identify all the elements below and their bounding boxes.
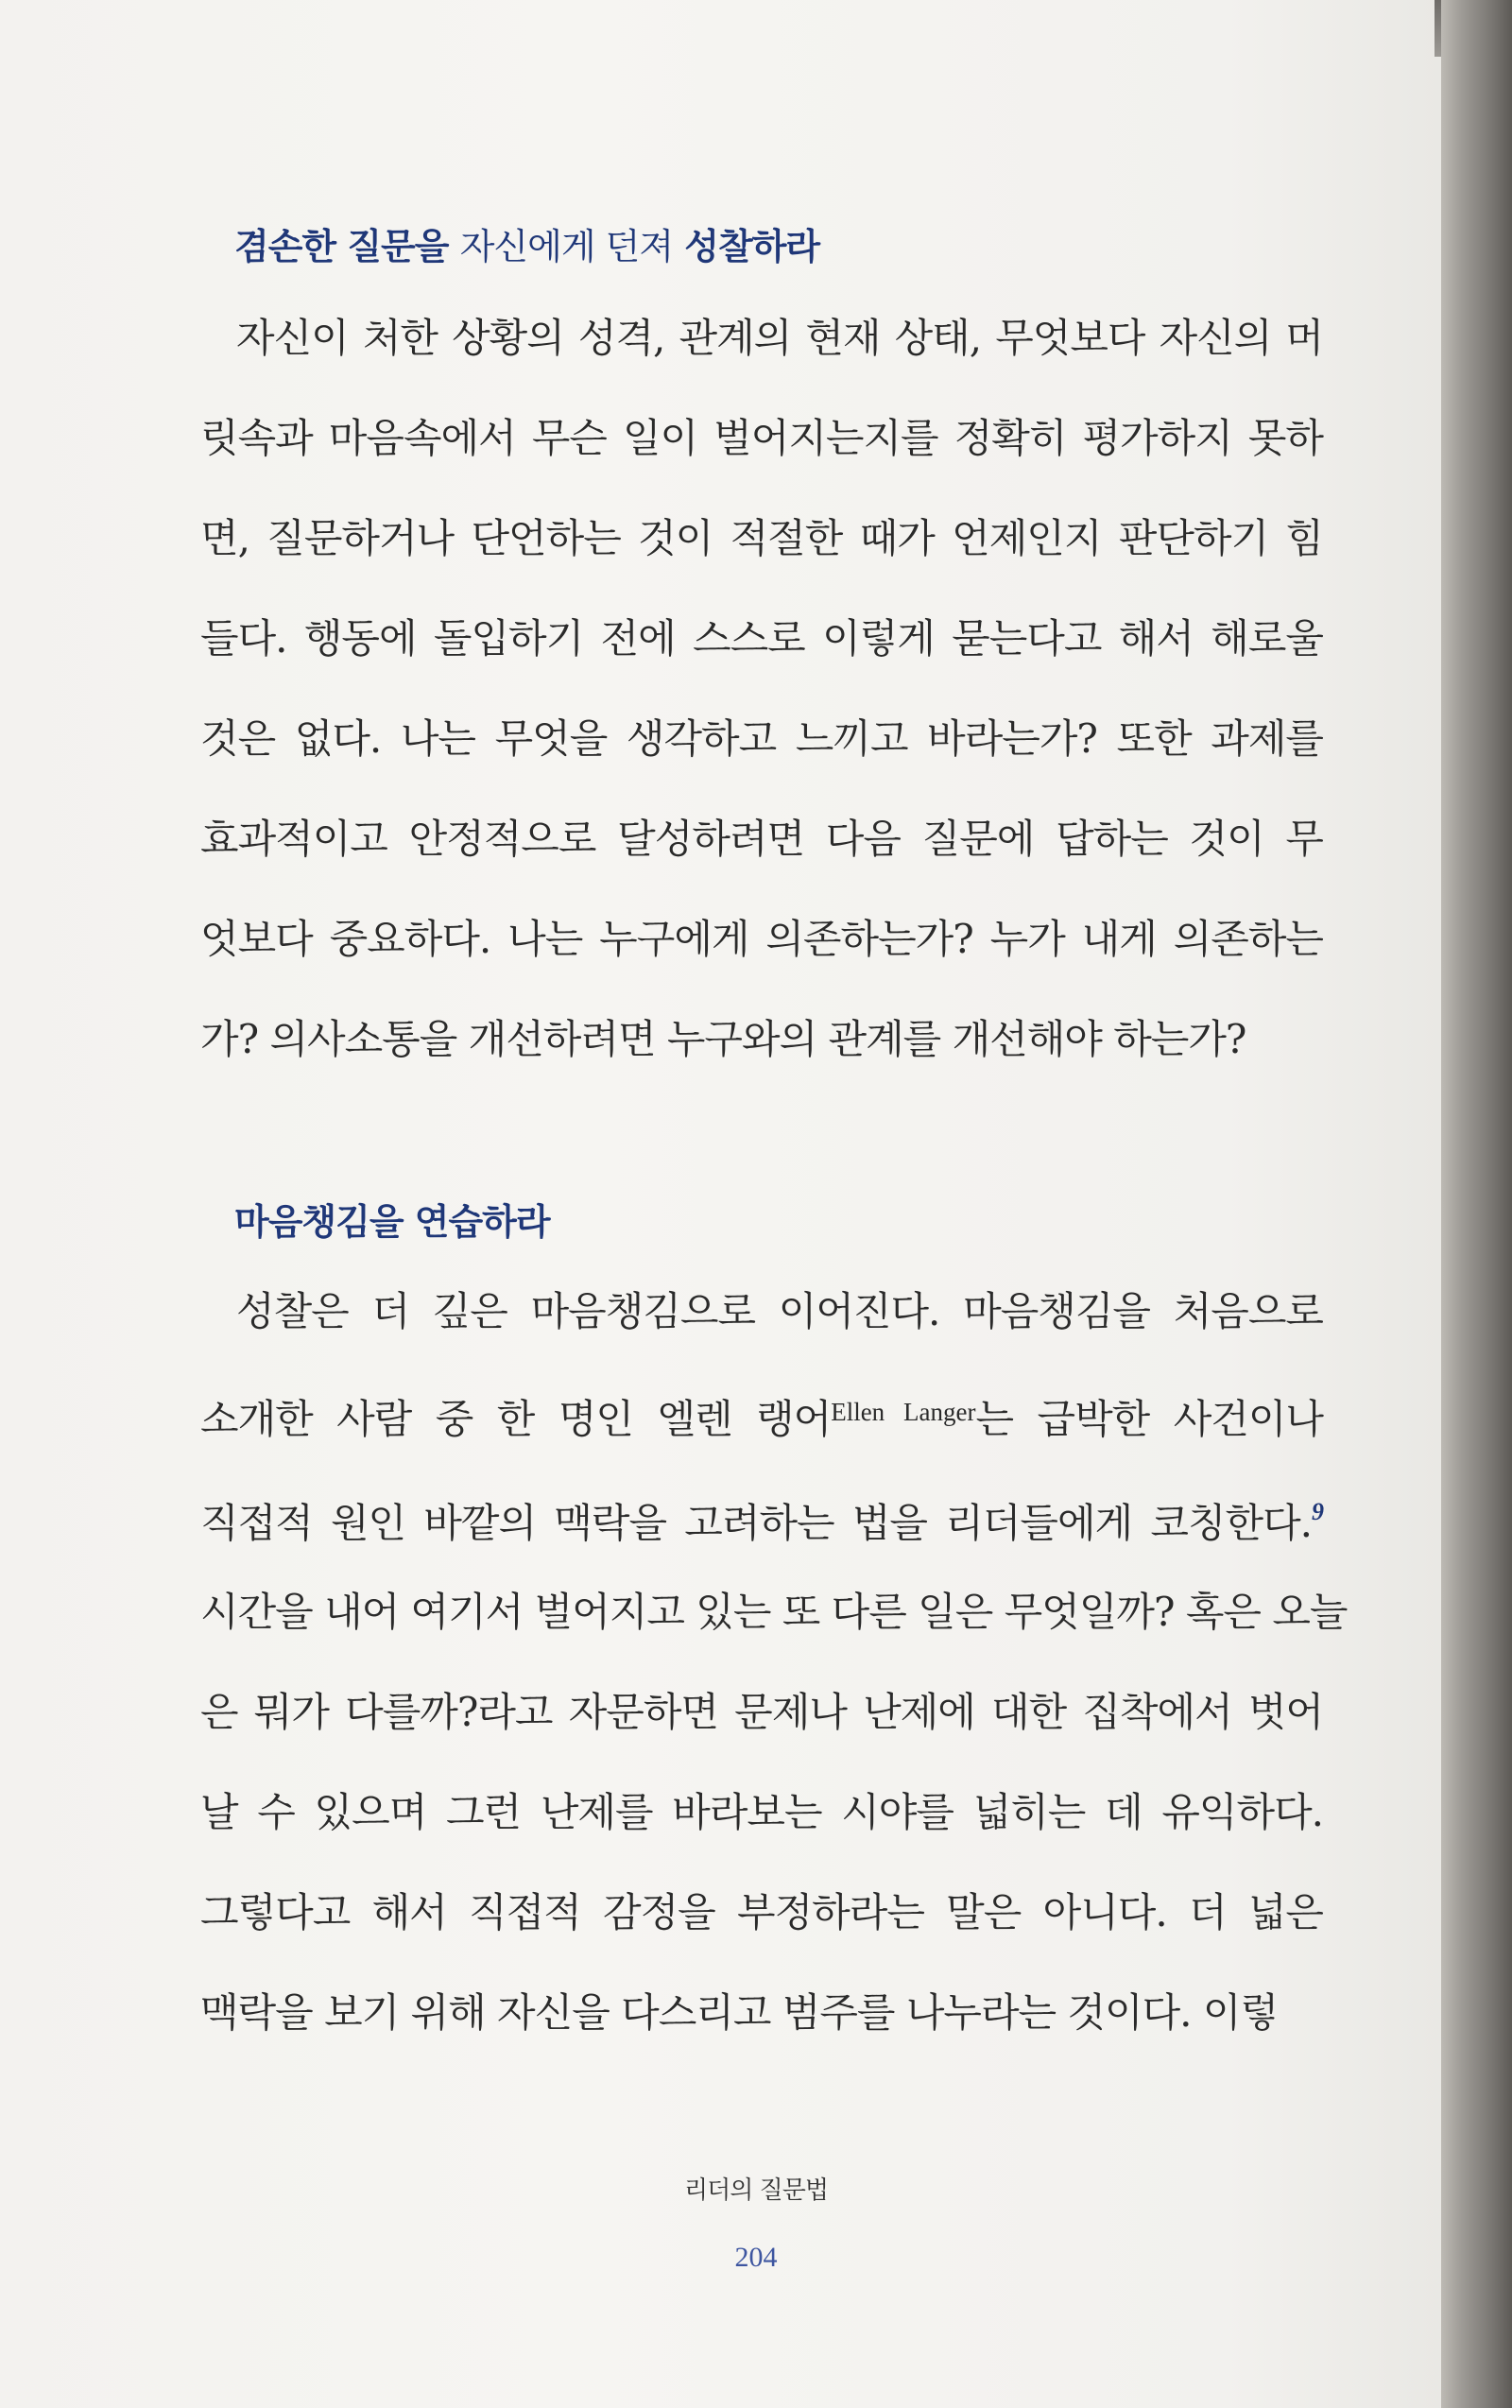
paragraph-line [200, 1462, 1323, 1562]
section-heading-mindfulness [234, 1193, 550, 1245]
paragraph-line: 효과적이고 안정적으로 달성하려면 다음 질문에 답하는 것이 무 [200, 816, 1323, 862]
paragraph-line: 면, 질문하거나 단언하는 것이 적절한 때가 언제인지 판단하기 힘 [200, 515, 1323, 561]
section-heading-reflect [234, 217, 819, 269]
book-edge-shadow [1441, 0, 1512, 2408]
paragraph-line: 엇보다 중요하다. 나는 누구에게 의존하는가? 누가 내게 의존하는 [200, 916, 1323, 962]
footnote-marker: 9 [1312, 1498, 1323, 1525]
paragraph-line: 그렇다고 해서 직접적 감정을 부정하라는 말은 아니다. 더 넓은 [200, 1889, 1323, 1935]
paragraph-line: 성찰은 더 깊은 마음챙김으로 이어진다. 마음챙김을 처음으로 [236, 1288, 1323, 1334]
running-footer-title: 리더의 질문법 [684, 2176, 828, 2205]
paragraph-line: 날 수 있으며 그런 난제를 바라보는 시야를 넓히는 데 유익하다. [200, 1789, 1323, 1835]
line-text: 소개한 사람 중 한 명인 엘렌 랭어 [200, 1396, 832, 1442]
paragraph-reflect [200, 288, 1323, 1090]
heading-bold-2: 성찰하라 [684, 226, 820, 267]
paragraph-line: 가? 의사소통을 개선하려면 누구와의 관계를 개선해야 하는가? [200, 1016, 1246, 1062]
paragraph-line: 들다. 행동에 돌입하기 전에 스스로 이렇게 묻는다고 해서 해로울 [200, 615, 1323, 662]
paragraph-line: 시간을 내어 여기서 벌어지고 있는 또 다른 일은 무엇일까? 혹은 오늘 [200, 1589, 1348, 1635]
line-text: 는 급박한 사건이나 [975, 1396, 1323, 1442]
heading-regular: 자신에게 던져 [459, 226, 674, 267]
paragraph-mindfulness [200, 1262, 1348, 2063]
heading-bold-1: 겸손한 질문을 [234, 226, 449, 267]
heading-bold: 마음챙김을 연습하라 [234, 1201, 550, 1243]
paragraph-line: 은 뭐가 다를까?라고 자문하면 문제나 난제에 대한 집착에서 벗어 [200, 1689, 1323, 1735]
paragraph-line: 자신이 처한 상황의 성격, 관계의 현재 상태, 무엇보다 자신의 머 [236, 315, 1323, 361]
latin-name: Ellen Langer [831, 1398, 976, 1426]
paragraph-line: 것은 없다. 나는 무엇을 생각하고 느끼고 바라는가? 또한 과제를 [200, 715, 1323, 762]
paragraph-line: 맥락을 보기 위해 자신을 다스리고 범주를 나누라는 것이다. 이렇 [200, 1989, 1279, 2036]
page-number: 204 [734, 2242, 778, 2273]
paragraph-line: 릿속과 마음속에서 무슨 일이 벌어지는지를 정확히 평가하지 못하 [200, 415, 1323, 461]
line-text: 직접적 원인 바깥의 맥락을 고려하는 법을 리더들에게 코칭한다. [200, 1500, 1312, 1546]
paragraph-line [200, 1362, 1323, 1462]
